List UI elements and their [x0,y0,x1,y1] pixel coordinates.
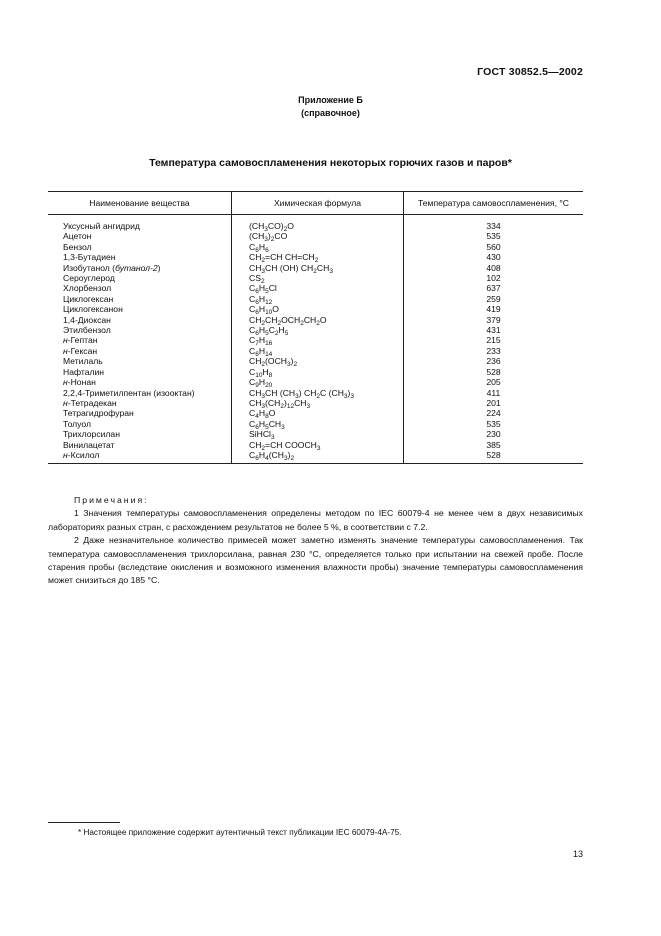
substance-name: Нафталин [63,366,105,377]
substance-name: 1,3-Бутадиен [63,252,116,263]
chemical-formula: $CH_2(OCH_3)_2$ [232,356,404,366]
ignition-temperature: 535 [404,231,584,241]
substance-name: н-Гептан [63,335,98,346]
chemical-formula: $C_9H_{20}$ [232,377,404,387]
ignition-temperature: 259 [404,294,584,304]
table-row [48,242,583,252]
table-row [48,450,583,464]
chemical-formula: $C_6H_{10}O$ [232,304,404,314]
page-number: 13 [572,849,583,859]
chemical-formula: $CH_2=CH$ $CH=CH_2$ [232,252,404,262]
table-row [48,419,583,429]
substance-name: Тетрагидрофуран [63,408,134,419]
substance-name: Винилацетат [63,439,115,450]
substance-name: Сероуглерод [63,273,115,284]
table-row [48,335,583,345]
chemical-formula: $C_{10}H_8$ [232,367,404,377]
substance-name: Трихлорсилан [63,429,120,440]
appendix-title: Приложение Б [298,95,363,105]
substance-name: Уксусный ангидрид [63,221,140,231]
table-row [48,315,583,325]
ignition-temperature: 201 [404,398,584,408]
substance-name: Ацетон [63,231,92,242]
ignition-temperature: 236 [404,356,584,366]
table-row [48,440,583,450]
chemical-formula: $C_6H_{14}$ [232,346,404,356]
column-header-temperature: Температура самовоспламенения, °С [404,192,584,215]
chemical-formula: SiHCl$_3$ [232,429,404,439]
table-row [48,356,583,366]
ignition-temperature: 205 [404,377,584,387]
note-item: 1 Значения температуры самовоспламенения определены методом по IEC 60079-4 не менее чем в двух независимых лабораториях разных стран, с расхождением результатов не более 5 %, в соответствии с 7.2. [48,508,583,532]
chemical-formula: $C_6H_5C_2H_5$ [232,325,404,335]
footnote-divider [48,822,120,823]
notes-title: Примечания: [74,495,149,505]
chemical-formula: $C_4H_8O$ [232,408,404,418]
ignition-temperature: 230 [404,429,584,439]
document-code: ГОСТ 30852.5—2002 [477,66,583,78]
column-header-substance: Наименование вещества [48,192,232,215]
chemical-formula: $C_6H_5CH_3$ [232,419,404,429]
ignition-temperature: 637 [404,283,584,293]
table-row [48,294,583,304]
ignition-temperature: 528 [404,450,584,464]
table-row [48,304,583,314]
chemical-formula: $CH_3(CH_2)_{12}CH_3$ [232,398,404,408]
chemical-formula: $C_6H_5Cl$ [232,283,404,293]
chemical-formula: $C_6H_4(CH_3)_2$ [232,450,404,464]
substance-name: н-Нонан [63,377,96,388]
ignition-temperature: 408 [404,263,584,273]
table-row [48,215,583,232]
ignition-temperature-table [48,191,583,464]
ignition-temperature: 102 [404,273,584,283]
substance-name: Циклогексанон [63,304,123,315]
table-header [48,192,583,215]
ignition-temperature: 334 [404,215,584,232]
table-row [48,367,583,377]
substance-name: Бензол [63,241,92,252]
chemical-formula: $(CH_3CO)_2O$ [232,215,404,232]
table-row [48,263,583,273]
ignition-temperature: 419 [404,304,584,314]
substance-name: Метилаль [63,356,103,367]
substance-name: Хлорбензол [63,283,112,294]
ignition-temperature: 215 [404,335,584,345]
ignition-temperature: 560 [404,242,584,252]
chemical-formula: $C_7H_{16}$ [232,335,404,345]
appendix-heading [0,94,661,120]
chemical-formula: $CH_3CH$ (OH) $CH_2CH_3$ [232,263,404,273]
chemical-formula: $CS_2$ [232,273,404,283]
substance-name: н-Ксилол [48,450,232,464]
substance-name: н-Гексан [63,345,98,356]
appendix-subtitle: (справочное) [301,108,360,118]
table-row [48,429,583,439]
chemical-formula: $C_6H_6$ [232,242,404,252]
chemical-formula: $CH_3CH$ $(CH_3)$ $CH_2C$ $(CH_3)_3$ [232,388,404,398]
ignition-temperature: 431 [404,325,584,335]
table-row [48,231,583,241]
ignition-temperature: 385 [404,440,584,450]
ignition-temperature: 379 [404,315,584,325]
document-title: Температура самовоспламенения некоторых горючих газов и паров* [149,157,512,169]
footnote: * Настоящее приложение содержит аутентичный текст публикации IEC 60079-4A-75. [78,828,402,837]
substance-name: н-Тетрадекан [63,397,117,408]
substance-name: Изобутанол (бутанол-2) [63,262,161,273]
note-item: 2 Даже незначительное количество примесей может заметно изменять значение температуры самовоспламенения. Так температура самовоспламенения трихлорсилана, равная 230 °С, определяется только при испытании на свежей пробе. После старения пробы (вследствие окисления и возможного изменения влажности пробы) значение температуры самовоспламенения может снизиться до 185 °С. [48,535,583,586]
table-row [48,388,583,398]
substance-name: 1,4-Диоксан [63,314,111,325]
ignition-temperature: 535 [404,419,584,429]
ignition-temperature: 430 [404,252,584,262]
substance-name: Толуол [63,418,91,429]
chemical-formula: $(CH_3)_2CO$ [232,231,404,241]
table-body [48,215,583,464]
notes-section [48,494,583,588]
table-row [48,377,583,387]
ignition-temperature: 233 [404,346,584,356]
chemical-formula: $C_6H_{12}$ [232,294,404,304]
substance-name: 2,2,4-Триметилпентан (изооктан) [63,387,195,398]
ignition-temperature: 528 [404,367,584,377]
table-row [48,252,583,262]
column-header-formula: Химическая формула [232,192,404,215]
ignition-temperature: 411 [404,388,584,398]
chemical-formula: $CH_2CH_2OCH_2CH_2O$ [232,315,404,325]
chemical-formula: $CH_2=CH$ $COOCH_3$ [232,440,404,450]
table-row [48,283,583,293]
table-row [48,346,583,356]
substance-name: Циклогексан [63,293,114,304]
table-header-row [48,192,583,215]
ignition-temperature: 224 [404,408,584,418]
table-row [48,408,583,418]
substance-name: Этилбензол [63,325,111,336]
